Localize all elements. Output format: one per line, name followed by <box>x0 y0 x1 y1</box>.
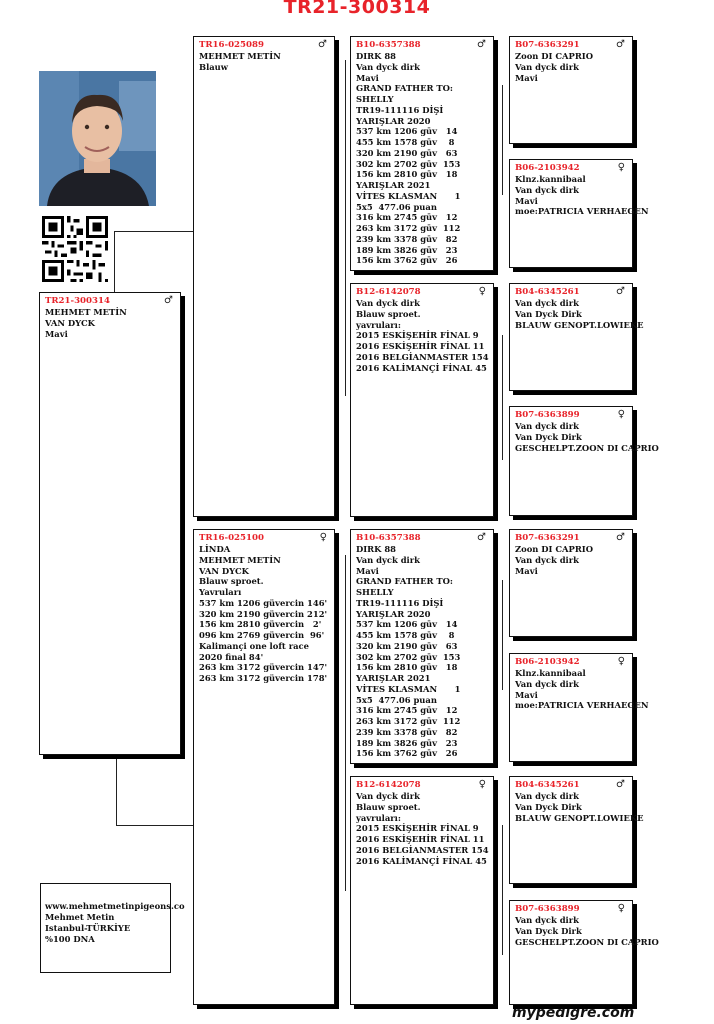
connector <box>502 580 503 690</box>
pigeon-detail-line: Van Dyck Dirk <box>515 431 582 442</box>
pigeon-detail-line: 537 km 1206 güvercin 146' <box>199 597 328 608</box>
pigeon-detail-line: 316 km 2745 gūv 12 <box>356 212 458 223</box>
male-icon: ♂ <box>477 532 486 543</box>
ring-number: B07-6363899 <box>515 410 580 420</box>
female-icon: ♀ <box>617 903 625 914</box>
ring-number: B10-6357388 <box>356 533 421 543</box>
pigeon-detail-line: 189 km 3826 gūv 23 <box>356 244 458 255</box>
male-icon: ♂ <box>616 532 625 543</box>
pigeon-detail-line: LİNDA <box>199 544 231 554</box>
ring-number: B06-2103942 <box>515 163 580 173</box>
pigeon-detail-line: Zoon DI CAPRIO <box>515 51 594 61</box>
dna-note: %100 DNA <box>45 934 95 944</box>
dam-sire-dam-card <box>509 653 649 762</box>
pigeon-detail-line: Van dyck dirk <box>356 61 420 72</box>
pigeon-detail-line: moe:PATRICIA VERHAEGEN <box>515 206 649 217</box>
pigeon-detail-line: Van dyck dirk <box>515 421 579 431</box>
pigeon-detail-line: 263 km 3172 gūv 112 <box>356 716 461 726</box>
pigeon-detail-line: SHELLY <box>356 587 394 597</box>
pigeon-detail-line: YARIŞLAR 2020 <box>356 115 431 126</box>
owner-location: Istanbul-TÜRKİYE <box>45 923 131 933</box>
pigeon-detail-line: 156 km 3762 gūv 26 <box>356 255 458 266</box>
pigeon-detail-line: Van dyck dirk <box>515 678 579 689</box>
pigeon-detail-line: Van dyck dirk <box>515 791 579 801</box>
pigeon-detail-line: 2016 KALİMANÇİ FİNAL 45 <box>356 855 487 866</box>
pigeon-detail-line: MEHMET METİN <box>45 307 127 317</box>
owner-website: www.mehmetmetinpigeons.co <box>45 901 185 911</box>
female-icon: ♀ <box>478 779 486 790</box>
pigeon-detail-line: 2016 KALİMANÇİ FİNAL 45 <box>356 362 487 373</box>
owner-info-box <box>40 883 185 973</box>
pigeon-detail-line: Van dyck dirk <box>356 791 420 801</box>
pigeon-detail-line: Van Dyck Dirk <box>515 801 582 812</box>
female-icon: ♀ <box>617 162 625 173</box>
ring-number: TR16-025100 <box>199 533 264 543</box>
connector <box>116 755 117 825</box>
pigeon-detail-line: SHELLY <box>356 94 394 104</box>
pigeon-detail-line: Van Dyck Dirk <box>515 925 582 936</box>
pigeon-detail-line: MEHMET METİN <box>199 554 281 565</box>
pigeon-detail-line: Van Dyck Dirk <box>515 308 582 319</box>
pigeon-detail-line: 302 km 2702 gūv 153 <box>356 651 461 662</box>
pigeon-detail-line: 5x5 477.06 puan <box>356 201 437 212</box>
female-icon: ♀ <box>478 286 486 297</box>
ring-number: B12-6142078 <box>356 780 421 790</box>
pigeon-detail-line: VİTES KLASMAN 1 <box>356 190 461 201</box>
pigeon-detail-line: 2016 ESKİŞEHİR FİNAL 11 <box>356 341 485 351</box>
pigeon-detail-line: Van dyck dirk <box>515 298 579 308</box>
pigeon-detail-line: 455 km 1578 gūv 8 <box>356 137 455 147</box>
pigeon-detail-line: Blauw sproet. <box>199 576 264 587</box>
pedigree-title: TR21-300314 <box>283 0 431 18</box>
sire-sire-card <box>350 36 494 271</box>
pigeon-detail-line: 302 km 2702 gūv 153 <box>356 158 461 169</box>
male-icon: ♂ <box>616 286 625 297</box>
pigeon-detail-line: Van dyck dirk <box>515 554 579 565</box>
pigeon-detail-line: 156 km 3762 gūv 26 <box>356 748 458 759</box>
pigeon-detail-line: 2016 ESKİŞEHİR FİNAL 11 <box>356 834 485 844</box>
sire-sire-sire-card <box>509 36 633 144</box>
pigeon-detail-line: VAN DYCK <box>199 565 249 576</box>
ring-number: B07-6363291 <box>515 533 580 543</box>
pigeon-detail-line: Mavi <box>515 689 538 700</box>
pigeon-detail-line: Van dyck dirk <box>356 554 420 565</box>
sire-dam-sire-card <box>509 283 644 391</box>
pigeon-detail-line: moe:PATRICIA VERHAEGEN <box>515 700 649 711</box>
pigeon-detail-line: Klnz.kannibaal <box>515 668 586 678</box>
pigeon-detail-line: 239 km 3378 gūv 82 <box>356 233 458 244</box>
owner-name: Mehmet Metin <box>45 912 115 922</box>
pigeon-detail-line: Yavruları <box>199 587 242 597</box>
pigeon-detail-line: 2016 BELGİANMASTER 154 <box>356 844 489 855</box>
brand-footer: mypedigre.com <box>512 1005 635 1021</box>
pigeon-detail-line: Van dyck dirk <box>356 298 420 308</box>
pigeon-detail-line: 263 km 3172 gūv 112 <box>356 223 461 233</box>
connector <box>114 231 194 232</box>
male-icon: ♂ <box>616 39 625 50</box>
sire-dam-dam-card <box>509 406 659 516</box>
pigeon-detail-line: yavruları: <box>356 319 401 330</box>
dam-dam-card <box>350 776 494 1005</box>
connector <box>345 60 346 396</box>
pigeon-detail-line: GESCHELPT.ZOON DI CAPRIO <box>515 442 659 453</box>
pigeon-detail-line: Blauw <box>199 61 228 72</box>
ring-number: TR21-300314 <box>45 296 110 306</box>
pigeon-detail-line: Blauw sproet. <box>356 801 421 812</box>
pigeon-detail-line: Van dyck dirk <box>515 61 579 72</box>
dam-sire-card <box>350 529 494 764</box>
pigeon-detail-line: 5x5 477.06 puan <box>356 694 437 705</box>
sire-card <box>193 36 335 517</box>
dam-card <box>193 529 335 1005</box>
pigeon-detail-line: 320 km 2190 gūv 63 <box>356 640 458 651</box>
pigeon-detail-line: Zoon DI CAPRIO <box>515 544 594 554</box>
pigeon-detail-line: 239 km 3378 gūv 82 <box>356 726 458 737</box>
pigeon-detail-line: 2015 ESKİŞEHİR FİNAL 9 <box>356 330 479 341</box>
ring-number: TR16-025089 <box>199 40 264 50</box>
pigeon-detail-line: 189 km 3826 gūv 23 <box>356 737 458 748</box>
pigeon-detail-line: TR19-111116 DİŞİ <box>356 104 444 115</box>
pigeon-detail-line: Blauw sproet. <box>356 308 421 319</box>
pigeon-detail-line: TR19-111116 DİŞİ <box>356 597 444 608</box>
male-icon: ♂ <box>477 39 486 50</box>
pigeon-detail-line: 455 km 1578 gūv 8 <box>356 630 455 640</box>
pigeon-detail-line: Van dyck dirk <box>515 915 579 925</box>
pigeon-detail-line: Kalimançi one loft race <box>199 640 309 651</box>
pigeon-detail-line: MEHMET METİN <box>199 51 281 61</box>
pigeon-detail-line: VAN DYCK <box>45 317 95 328</box>
sire-sire-dam-card <box>509 159 649 268</box>
ring-number: B06-2103942 <box>515 657 580 667</box>
ring-number: B04-6345261 <box>515 287 580 297</box>
pigeon-detail-line: YARIŞLAR 2021 <box>356 180 431 190</box>
connector <box>502 85 503 195</box>
connector <box>345 555 346 891</box>
qr-code-icon <box>42 213 108 285</box>
pigeon-detail-line: yavruları: <box>356 812 401 823</box>
pigeon-detail-line: 320 km 2190 gūv 63 <box>356 147 458 158</box>
pigeon-detail-line: Van dyck dirk <box>515 184 579 195</box>
ring-number: B04-6345261 <box>515 780 580 790</box>
pigeon-detail-line: 2020 final 84' <box>199 651 264 662</box>
pigeon-detail-line: 537 km 1206 gūv 14 <box>356 619 458 630</box>
male-icon: ♂ <box>318 39 327 50</box>
pigeon-detail-line: 156 km 2810 gūv 18 <box>356 662 458 673</box>
female-icon: ♀ <box>617 409 625 420</box>
pigeon-detail-line: Mavi <box>515 195 538 206</box>
pigeon-detail-line: Mavi <box>356 72 379 83</box>
pigeon-detail-line: Mavi <box>45 328 68 339</box>
pigeon-detail-line: 537 km 1206 gūv 14 <box>356 126 458 137</box>
pigeon-detail-line: Klnz.kannibaal <box>515 174 586 184</box>
pigeon-detail-line: 2016 BELGİANMASTER 154 <box>356 351 489 362</box>
pigeon-detail-line: 320 km 2190 güvercin 212' <box>199 608 328 619</box>
female-icon: ♀ <box>617 656 625 667</box>
connector <box>116 825 194 826</box>
pigeon-detail-line: YARIŞLAR 2021 <box>356 673 431 683</box>
dam-dam-dam-card <box>509 900 659 1005</box>
ring-number: B10-6357388 <box>356 40 421 50</box>
pigeon-detail-line: 2015 ESKİŞEHİR FİNAL 9 <box>356 823 479 834</box>
pigeon-detail-line: DIRK 88 <box>356 51 396 61</box>
pigeon-detail-line: BLAUW GENOPT.LOWIEKE <box>515 319 644 330</box>
pigeon-detail-line: YARIŞLAR 2020 <box>356 608 431 619</box>
pigeon-detail-line: BLAUW GENOPT.LOWIEKE <box>515 812 644 823</box>
pigeon-detail-line: 096 km 2769 güvercin 96' <box>199 630 325 640</box>
pigeon-detail-line: 156 km 2810 gūv 18 <box>356 169 458 180</box>
subject-card <box>39 292 181 755</box>
male-icon: ♂ <box>616 779 625 790</box>
ring-number: B07-6363291 <box>515 40 580 50</box>
ring-number: B12-6142078 <box>356 287 421 297</box>
ring-number: B07-6363899 <box>515 904 580 914</box>
male-icon: ♂ <box>164 295 173 306</box>
pigeon-detail-line: 263 km 3172 güvercin 178' <box>199 673 328 683</box>
pigeon-detail-line: GRAND FATHER TO: <box>356 576 453 587</box>
pigeon-detail-line: 316 km 2745 gūv 12 <box>356 705 458 716</box>
pigeon-detail-line: VİTES KLASMAN 1 <box>356 683 461 694</box>
pigeon-detail-line: GRAND FATHER TO: <box>356 83 453 94</box>
dam-dam-sire-card <box>509 776 644 884</box>
connector <box>502 335 503 460</box>
connector <box>502 825 503 955</box>
sire-dam-card <box>350 283 494 517</box>
connector <box>114 231 115 293</box>
owner-photo <box>39 71 156 206</box>
pigeon-detail-line: GESCHELPT.ZOON DI CAPRIO <box>515 936 659 947</box>
pigeon-detail-line: 156 km 2810 güvercin 2' <box>199 619 322 630</box>
pigeon-detail-line: DIRK 88 <box>356 544 396 554</box>
dam-sire-sire-card <box>509 529 633 637</box>
female-icon: ♀ <box>319 532 327 543</box>
pigeon-detail-line: Mavi <box>515 565 538 576</box>
pigeon-detail-line: 263 km 3172 güvercin 147' <box>199 662 328 673</box>
pigeon-detail-line: Mavi <box>515 72 538 83</box>
pigeon-detail-line: Mavi <box>356 565 379 576</box>
